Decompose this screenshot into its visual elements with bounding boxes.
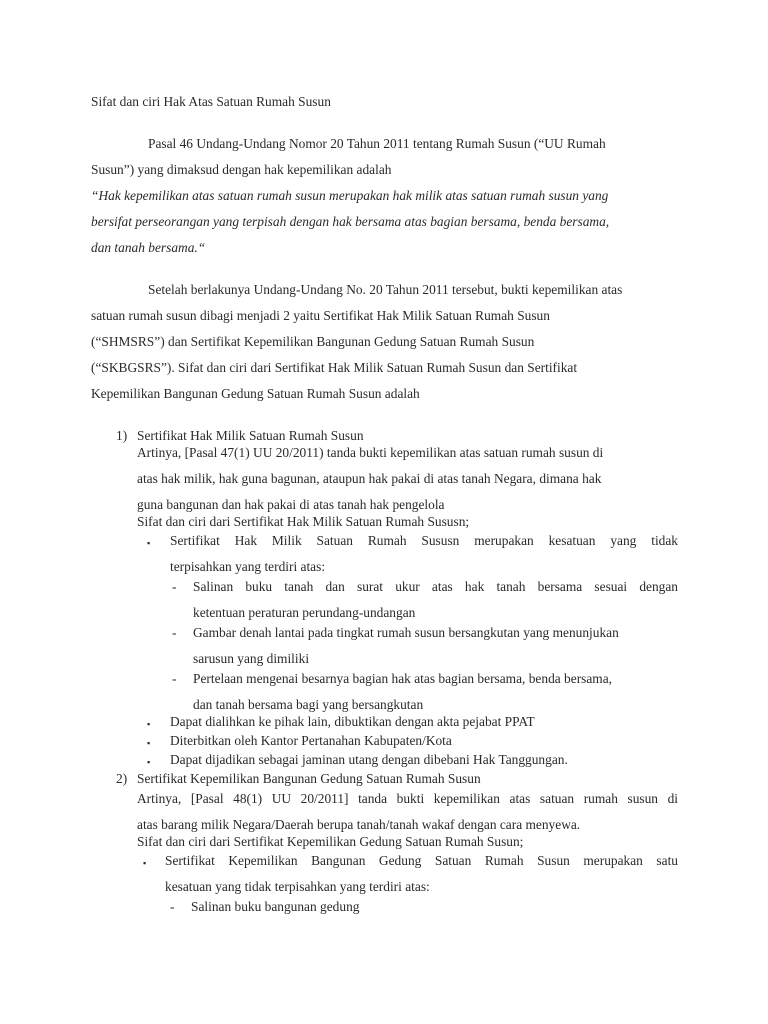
list-number: 2) — [116, 771, 128, 786]
paragraph-2-line: Setelah berlakunya Undang-Undang No. 20 Tahun 2011 tersebut, bukti kepemilikan atas — [148, 282, 623, 297]
bullet-icon: ▪ — [147, 738, 151, 748]
dash-text: ketentuan peraturan perundang-undangan — [193, 605, 416, 620]
dash-text: Salinan buku bangunan gedung — [191, 899, 360, 914]
bullet-icon: ▪ — [147, 719, 151, 729]
dash-icon: - — [172, 579, 177, 594]
paragraph-2-line: (“SKBGSRS”). Sifat dan ciri dari Sertifikat Hak Milik Satuan Rumah Susun dan Sertifikat — [91, 360, 578, 375]
bullet-text: kesatuan yang tidak terpisahkan yang terdiri atas: — [165, 879, 430, 894]
item-description-line: atas hak milik, hak guna bagunan, ataupun hak pakai di atas tanah Negara, dimana hak — [137, 471, 602, 486]
dash-text: Salinan buku tanah dan surat ukur atas hak tanah bersama sesuai dengan — [193, 579, 678, 594]
dash-text: sarusun yang dimiliki — [193, 651, 310, 666]
paragraph-1-line: Susun”) yang dimaksud dengan hak kepemilikan adalah — [91, 162, 392, 177]
document-title: Sifat dan ciri Hak Atas Satuan Rumah Susun — [91, 94, 331, 109]
item-description-line: Artinya, [Pasal 47(1) UU 20/2011) tanda bukti kepemilikan atas satuan rumah susun di — [137, 445, 604, 460]
bullet-text: Sertifikat Hak Milik Satuan Rumah Sususn merupakan kesatuan yang tidak — [170, 533, 678, 548]
paragraph-2-line: Kepemilikan Bangunan Gedung Satuan Rumah Susun adalah — [91, 386, 420, 401]
bullet-icon: ▪ — [147, 538, 151, 548]
dash-icon: - — [172, 625, 177, 640]
item-description-line: guna bangunan dan hak pakai di atas tanah hak pengelola — [137, 497, 445, 512]
paragraph-2-line: (“SHMSRS”) dan Sertifikat Kepemilikan Bangunan Gedung Satuan Rumah Susun — [91, 334, 535, 349]
item-description-line: atas barang milik Negara/Daerah berupa tanah/tanah wakaf dengan cara menyewa. — [137, 817, 581, 832]
bullet-icon: ▪ — [147, 757, 151, 767]
bullet-text: terpisahkan yang terdiri atas: — [170, 559, 326, 574]
list-heading: Sertifikat Kepemilikan Bangunan Gedung Satuan Rumah Susun — [137, 771, 481, 786]
bullet-text: Sertifikat Kepemilikan Bangunan Gedung Satuan Rumah Susun merupakan satu — [165, 853, 678, 868]
dash-icon: - — [172, 671, 177, 686]
dash-text: Gambar denah lantai pada tingkat rumah susun bersangkutan yang menunjukan — [193, 625, 619, 640]
sifat-heading: Sifat dan ciri dari Sertifikat Kepemilikan Gedung Satuan Rumah Susun; — [137, 834, 524, 849]
item-description-line: Artinya, [Pasal 48(1) UU 20/2011] tanda bukti kepemilikan atas satuan rumah susun di — [137, 791, 678, 806]
bullet-text: Dapat dialihkan ke pihak lain, dibuktikan dengan akta pejabat PPAT — [170, 714, 535, 729]
quote-line: “Hak kepemilikan atas satuan rumah susun merupakan hak milik atas satuan rumah susun yang — [91, 188, 609, 203]
bullet-text: Dapat dijadikan sebagai jaminan utang dengan dibebani Hak Tanggungan. — [170, 752, 568, 767]
bullet-text: Diterbitkan oleh Kantor Pertanahan Kabupaten/Kota — [170, 733, 452, 748]
sifat-heading: Sifat dan ciri dari Sertifikat Hak Milik Satuan Rumah Sususn; — [137, 514, 470, 529]
dash-icon: - — [170, 899, 175, 914]
list-heading: Sertifikat Hak Milik Satuan Rumah Susun — [137, 428, 364, 443]
paragraph-1-line: Pasal 46 Undang-Undang Nomor 20 Tahun 2011 tentang Rumah Susun (“UU Rumah — [148, 136, 606, 151]
dash-text: dan tanah bersama bagi yang bersangkutan — [193, 697, 424, 712]
bullet-icon: ▪ — [143, 858, 147, 868]
dash-text: Pertelaan mengenai besarnya bagian hak atas bagian bersama, benda bersama, — [193, 671, 613, 686]
list-number: 1) — [116, 428, 128, 443]
quote-line: bersifat perseorangan yang terpisah dengan hak bersama atas bagian bersama, benda bersama, — [91, 214, 610, 229]
quote-line: dan tanah bersama.“ — [91, 240, 206, 255]
paragraph-2-line: satuan rumah susun dibagi menjadi 2 yaitu Sertifikat Hak Milik Satuan Rumah Susun — [91, 308, 550, 323]
